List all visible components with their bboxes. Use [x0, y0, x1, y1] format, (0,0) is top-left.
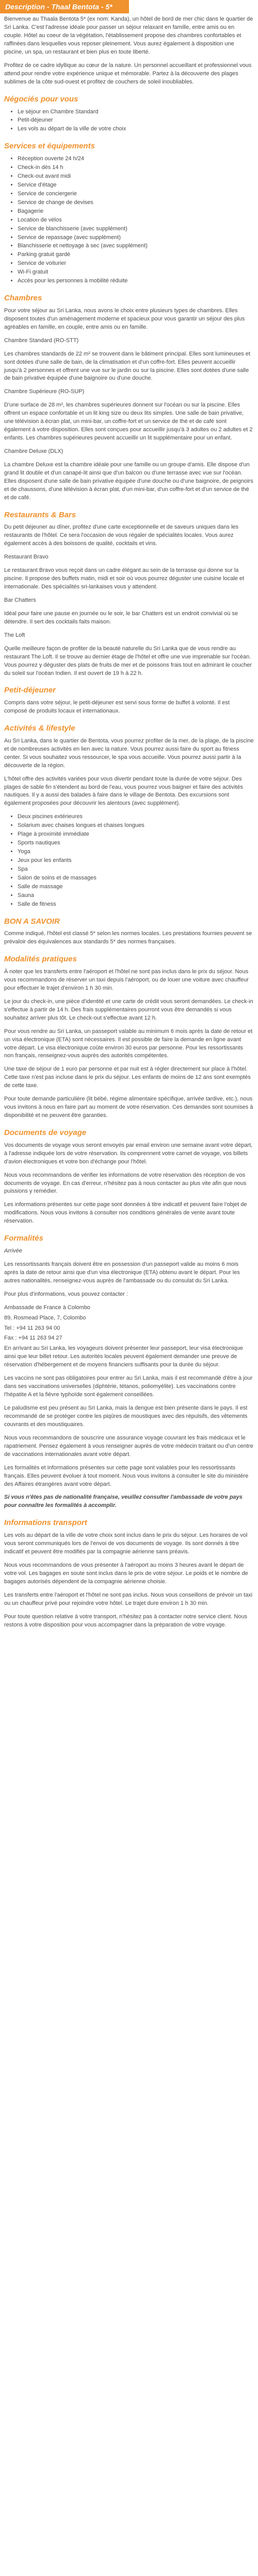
infos-paragraph: Pour toute question relative à votre transport, n'hésitez pas à contacter notre service client. Nous restons à votre disposition pour vous accompagner dans la préparation de votre voyage.	[4, 1613, 248, 1628]
list-item: • Check-out avant midi	[18, 173, 254, 181]
modalites-paragraph: Le jour du check-in, une pièce d'identité et une carte de crédit vous seront demandées. Le check-in s'effectue à partir de 14 h. Des frais supplémentaires pourront vous être demandés si vous souhaitez arriver plus tôt. Le check-out s'effectue avant 12 h.	[4, 998, 253, 1021]
section-title-activites: Activités & lifestyle	[4, 724, 75, 733]
list-item: • Deux piscines extérieures	[18, 813, 254, 821]
list-item: • Spa	[18, 866, 254, 874]
section-title-negocies: Négociés pour vous	[4, 94, 78, 104]
list-item: • Location de vélos	[18, 216, 254, 225]
modalites-paragraph: Une taxe de séjour de 1 euro par personne et par nuit est à régler directement sur place à l'hôtel. Cette taxe n'est pas incluse dans le prix du séjour. Les enfants de moins de 12 ans sont exemptés de cette taxe.	[4, 1066, 251, 1089]
address-line: Tel : +94 11 263 94 00	[4, 1325, 60, 1331]
formalites-paragraph: Les formalités et informations présentes sur cette page sont valables pour les ressortissants français. Elles peuvent évoluer à tout moment. Nous vous invitons à consulter le site du ministère des Affaires étrangères avant votre départ.	[4, 1464, 249, 1487]
list-item: • Sports nautiques	[18, 839, 254, 848]
list-item: • Bagagerie	[18, 208, 254, 216]
chambres-intro: Pour votre séjour au Sri Lanka, nous avons le choix entre plusieurs types de chambres. Elles disposent toutes d'un aménagement moderne et spacieux pour vous garantir un séjour des plus agréables en famille, en couple, entre amis ou en famille.	[4, 307, 245, 330]
infos-paragraph: Nous vous recommandons de vous présenter à l'aéroport au moins 3 heures avant le départ de votre vol. Les bagages en soute sont inclus dans le prix de votre séjour. Le poids et le nombre de bagages autorisés dépendent de la compagnie aérienne choisie.	[4, 1562, 248, 1585]
section-title-services: Services et équipements	[4, 142, 95, 151]
venue-name: Restaurant Bravo	[4, 554, 49, 561]
list-item: • Wi-Fi gratuit	[18, 268, 254, 277]
list-item: • Salle de fitness	[18, 901, 254, 909]
list-item: • Sauna	[18, 892, 254, 900]
list-item: • Service de voiturier	[18, 260, 254, 268]
room-name: Chambre Standard (RO-STT)	[4, 337, 79, 344]
embassy-address	[4, 1304, 254, 1343]
list-item: • Service de repassage (avec supplément)	[18, 234, 254, 242]
modalites-paragraph: À noter que les transferts entre l'aéroport et l'hôtel ne sont pas inclus dans le prix du séjour. Nous vous recommandons de réserver un taxi depuis l'aéroport, ou de louer une voiture avec chauffeur pour effectuer le trajet d'environ 1 h 30 min.	[4, 969, 249, 991]
list-item: • Service de change de devises	[18, 199, 254, 207]
list-item: • Solarium avec chaises longues et chaises longues	[18, 822, 254, 830]
activites-list	[4, 813, 254, 908]
venue-description: Le restaurant Bravo vous reçoit dans un cadre élégant au sein de la terrasse qui donne sur la piscine. Il propose des buffets matin, midi et soir où vous pourrez déguster une cuisine locale et internationale. Des spécialités sri-lankaises vous y attendent.	[4, 567, 245, 590]
modalites-paragraph: Pour vous rendre au Sri Lanka, un passeport valable au minimum 6 mois après la date de retour et un visa électronique (ETA) sont nécessaires. Il est possible de faire la demande en ligne avant votre départ. Le visa électronique coûte environ 30 euros par personne. Pour les ressortissants non français, renseignez-vous auprès des autorités compétentes.	[4, 1028, 253, 1059]
list-item: • Les vols au départ de la ville de votre choix	[18, 125, 254, 133]
activites-intro: Au Sri Lanka, dans le quartier de Bentota, vous pourrez profiter de la mer, de la plage, de la piscine et de nombreuses activités en lien avec la nature. Vous pourrez aussi faire du sport au fitness center. Si vous souhaitez vous ressourcer, le spa vous accueille. Vous pourrez aussi partir à la découverte de la région.	[4, 737, 254, 769]
formalites-lead: Arrivée	[4, 1247, 22, 1254]
infos-paragraph: Les transferts entre l'aéroport et l'hôtel ne sont pas inclus. Nous vous conseillons de prévoir un taxi ou un chauffeur privé pour rejoindre votre hôtel. Le trajet dure environ 1 h 30 min.	[4, 1591, 253, 1606]
section-title-petit-dejeuner: Petit-déjeuner	[4, 686, 56, 695]
documents-paragraph: Vos documents de voyage vous seront envoyés par email environ une semaine avant votre départ, à l'adresse indiquée lors de votre réservation. Ils comprennent votre carnet de voyage, vos billets d'avion électroniques et votre bon d'échange pour l'hôtel.	[4, 1142, 253, 1165]
venue-description: Idéal pour faire une pause en journée ou le soir, le bar Chatters est un endroit convivial où se détendre. Il sert des cocktails faits maison.	[4, 610, 238, 625]
list-item: • Accès pour les personnes à mobilité réduite	[18, 277, 254, 285]
list-item: • Salon de soins et de massages	[18, 874, 254, 883]
venue-description: Quelle meilleure façon de profiter de la beauté naturelle du Sri Lanka que de vous rendre au restaurant The Loft. Il se trouve au dernier étage de l'hôtel et offre une vue imprenable sur l'océan. Vous pourrez y déguster des plats de fruits de mer et de poissons frais tout en admirant le coucher du soleil sur l'océan Indien. Il est ouvert de 19 h à 22 h.	[4, 645, 252, 676]
intro-paragraph: Profitez de ce cadre idyllique au cœur de la nature. Un personnel accueillant et professionnel vous attend pour rendre votre expérience unique et mémorable. Partez à la découverte des plages sublimes de la côte sud-ouest et profitez de couchers de soleil inoubliables.	[4, 62, 252, 85]
list-item: • Check-in dès 14 h	[18, 164, 254, 172]
list-item: • Parking gratuit gardé	[18, 251, 254, 259]
formalites-paragraph: Le paludisme est peu présent au Sri Lanka, mais la dengue est bien présente dans le pays. Il est recommandé de se protéger contre les piqûres de moustiques avec des répulsifs, des vêtements couvrants et des moustiquaires.	[4, 1405, 248, 1428]
list-item: • Jeux pour les enfants	[18, 857, 254, 865]
documents-paragraph: Nous vous recommandons de vérifier les informations de votre réservation dès réception de vos documents de voyage. En cas d'erreur, n'hésitez pas à nous contacter au plus vite afin que nous puissions y remédier.	[4, 1172, 247, 1195]
address-line: Fax : +94 11 263 94 27	[4, 1335, 62, 1342]
section-title-documents: Documents de voyage	[4, 1128, 87, 1138]
list-item: • Salle de massage	[18, 883, 254, 891]
formalites-paragraph: Les vaccins ne sont pas obligatoires pour entrer au Sri Lanka, mais il est recommandé d'être à jour dans ses vaccinations universelles (diphtérie, tétanos, poliomyélite). Les vaccinations contre l'hépatite A et la fièvre typhoïde sont également conseillées.	[4, 1375, 253, 1398]
venue-name: Bar Chatters	[4, 597, 36, 603]
list-item: • Réception ouverte 24 h/24	[18, 155, 254, 163]
list-item: • Service de conciergerie	[18, 190, 254, 198]
list-item: • Le séjour en Chambre Standard	[18, 108, 254, 116]
services-list	[4, 155, 254, 285]
intro-paragraph: Bienvenue au Thaala Bentota 5* (ex nom: Kanda), un hôtel de bord de mer chic dans le quartier de Sri Lanka. C'est l'adresse idéale pour passer un séjour relaxant en famille, entre amis ou en couple. Hôtel au coeur de la végétation, l'établissement propose des chambres confortables et raffinées dans lesquelles vous reposer pleinement. Vous aurez également à disposition une piscine, un spa, un restaurant et bien plus en toute liberté.	[4, 16, 253, 56]
address-line: 89, Rosmead Place, 7, Colombo	[4, 1314, 86, 1321]
documents-paragraph: Les informations présentes sur cette page sont données à titre indicatif et peuvent faire l'objet de modifications. Nous vous invitons à consulter nos conditions générales de vente avant toute réservation.	[4, 1201, 247, 1225]
section-title-modalites: Modalités pratiques	[4, 955, 77, 964]
activites-intro: L'hôtel offre des activités variées pour vous divertir pendant toute la durée de votre séjour. Des plages de sable fin s'étendent au bord de l'eau, vous pourrez vous baigner et faire des activités nautiques. Il y a aussi des balades à faire dans le village de Bentota. Des excursions sont également proposées pour découvrir les alentours (avec supplément).	[4, 775, 243, 807]
list-item: • Service d'étage	[18, 181, 254, 190]
page-title: Description - Thaal Bentota - 5*	[5, 3, 112, 11]
section-title-restaurants: Restaurants & Bars	[4, 510, 76, 519]
restaurants-intro: Du petit déjeuner au dîner, profitez d'une carte exceptionnelle et de saveurs uniques dans les restaurants de l'hôtel. Ce sera l'occasion de vous régaler de spécialités locales. Vous aurez également accès à des boissons de qualité, cocktails et vins.	[4, 524, 239, 547]
list-item: • Petit-déjeuner	[18, 116, 254, 125]
title-bar	[0, 0, 129, 13]
venue-name: The Loft	[4, 632, 25, 638]
room-description: Les chambres standards de 22 m² se trouvent dans le bâtiment principal. Elles sont lumineuses et sont dotées d'une salle de bain, de la climatisation et d'un coffre-fort. Elles peuvent accueillir jusqu'à 2 personnes et offrent une vue sur le jardin ou sur la piscine. Elles sont dotées d'une salle de bain privative équipée d'une baignoire ou d'une douche.	[4, 350, 250, 382]
section-title-bon-a-savoir: BON A SAVOIR	[4, 917, 60, 926]
room-description: La chambre Deluxe est la chambre idéale pour une famille ou un groupe d'amis. Elle dispose d'un grand lit double et d'un canapé-lit ainsi que d'un balcon ou d'une terrasse avec vue sur l'océan. Elles disposent d'une salle de bain privative équipée d'une douche ou d'une baignoire, de peignoirs et de chaussons, d'une télévision à écran plat, d'un mini-bar, d'un coffre-fort et d'un service de thé et de café.	[4, 461, 253, 501]
room-name: Chambre Supérieure (RO-SUP)	[4, 388, 85, 395]
bon-a-savoir-text: Comme indiqué, l'hôtel est classé 5* selon les normes locales. Les prestations fournies peuvent se prévaloir des équivalences aux standards 5* des normes françaises.	[4, 930, 252, 945]
formalites-paragraph: Pour plus d'informations, vous pouvez contacter :	[4, 1291, 128, 1297]
list-item: • Yoga	[18, 848, 254, 856]
content	[0, 15, 258, 1629]
room-name: Chambre Deluxe (DLX)	[4, 448, 63, 455]
section-title-chambres: Chambres	[4, 294, 42, 303]
infos-paragraph: Les vols au départ de la ville de votre choix sont inclus dans le prix du séjour. Les horaires de vol vous seront communiqués lors de l'envoi de vos documents de voyage. Ils sont donnés à titre indicatif et peuvent être modifiés par la compagnie aérienne sans préavis.	[4, 1532, 248, 1555]
list-item: • Plage à proximité immédiate	[18, 831, 254, 839]
formalites-warning: Si vous n'êtes pas de nationalité française, veuillez consulter l'ambassade de votre pays pour connaître les formalités à accomplir.	[4, 1494, 243, 1509]
list-item: • Service de blanchisserie (avec supplément)	[18, 225, 254, 233]
section-title-infos-transport: Informations transport	[4, 1518, 87, 1528]
modalites-paragraph: Pour toute demande particulière (lit bébé, régime alimentaire spécifique, arrivée tardive, etc.), nous vous invitons à nous en faire part au moment de votre réservation. Ces demandes sont soumises à disponibilité et ne peuvent être garanties.	[4, 1096, 253, 1119]
address-line: Ambassade de France à Colombo	[4, 1304, 90, 1311]
negocies-list	[4, 108, 254, 134]
formalites-paragraph: En arrivant au Sri Lanka, les voyageurs doivent présenter leur passeport, leur visa électronique ainsi que leur billet retour. Les autorités locales peuvent également demander une preuve de réservation d'hébergement et de moyens financiers suffisants pour la durée du séjour.	[4, 1345, 243, 1368]
formalites-paragraph: Nous vous recommandons de souscrire une assurance voyage couvrant les frais médicaux et le rapatriement. Pensez également à vous renseigner auprès de votre médecin traitant ou d'un centre de vaccinations internationales avant votre départ.	[4, 1434, 253, 1458]
section-title-formalites: Formalités	[4, 1234, 43, 1243]
room-description: D'une surface de 28 m², les chambres supérieures donnent sur l'océan ou sur la piscine. Elles offrent un espace confortable et un lit king size ou deux lits simples. Une salle de bain privative, une télévision à écran plat, un mini-bar, un coffre-fort et un service de thé et de café sont également à votre disposition. Elles sont conçues pour accueillir jusqu'à 3 adultes ou 2 adultes et 2 enfants. Les chambres supérieures peuvent accueillir un lit supplémentaire pour un enfant.	[4, 402, 253, 442]
petit-dejeuner-text: Compris dans votre séjour, le petit-déjeuner est servi sous forme de buffet à volonté. Il est composé de produits locaux et internationaux.	[4, 700, 230, 715]
list-item: • Blanchisserie et nettoyage à sec (avec supplément)	[18, 242, 254, 250]
formalites-paragraph: Les ressortissants français doivent être en possession d'un passeport valide au moins 6 mois après la date de retour ainsi que d'un visa électronique (ETA) obtenu avant le départ. Pour les autres nationalités, renseignez-vous auprès de l'ambassade ou du consulat du Sri Lanka.	[4, 1261, 240, 1284]
